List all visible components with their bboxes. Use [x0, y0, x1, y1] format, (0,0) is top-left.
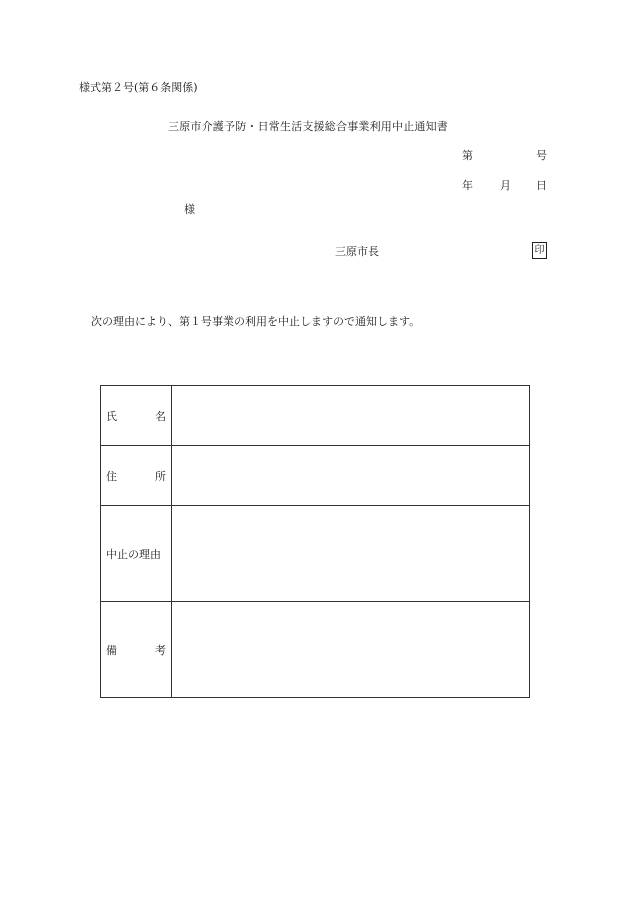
name-label [101, 386, 172, 446]
address-label-left: 住 [106, 469, 117, 483]
table-row-name [101, 386, 530, 446]
name-label-left: 氏 [106, 409, 117, 423]
number-prefix: 第 [462, 149, 473, 162]
remarks-label [101, 602, 172, 698]
address-label [101, 446, 172, 506]
reason-label [101, 506, 172, 602]
table-row-address [101, 446, 530, 506]
date-year-label: 年 [462, 179, 473, 192]
sender-name: 三原市長 [335, 245, 379, 258]
remarks-label-left: 備 [106, 643, 117, 657]
notice-body-text: 次の理由により、第１号事業の利用を中止しますので通知します。 [91, 315, 421, 328]
address-field[interactable] [172, 446, 530, 506]
form-number: 様式第２号(第６条関係) [79, 81, 198, 94]
name-field[interactable] [172, 386, 530, 446]
name-label-right: 名 [155, 409, 166, 423]
info-table [100, 385, 530, 698]
table-row-reason [101, 506, 530, 602]
address-label-right: 所 [155, 469, 166, 483]
table-row-remarks [101, 602, 530, 698]
number-suffix: 号 [536, 149, 547, 162]
reason-field[interactable] [172, 506, 530, 602]
remarks-label-right: 考 [155, 643, 166, 657]
reason-label-text: 中止の理由 [106, 547, 161, 561]
addressee-suffix: 様 [184, 203, 195, 216]
date-day-label: 日 [536, 179, 547, 192]
seal-stamp-box: 印 [532, 242, 547, 259]
document-title: 三原市介護予防・日常生活支援総合事業利用中止通知書 [168, 120, 448, 133]
date-month-label: 月 [500, 179, 511, 192]
remarks-field[interactable] [172, 602, 530, 698]
